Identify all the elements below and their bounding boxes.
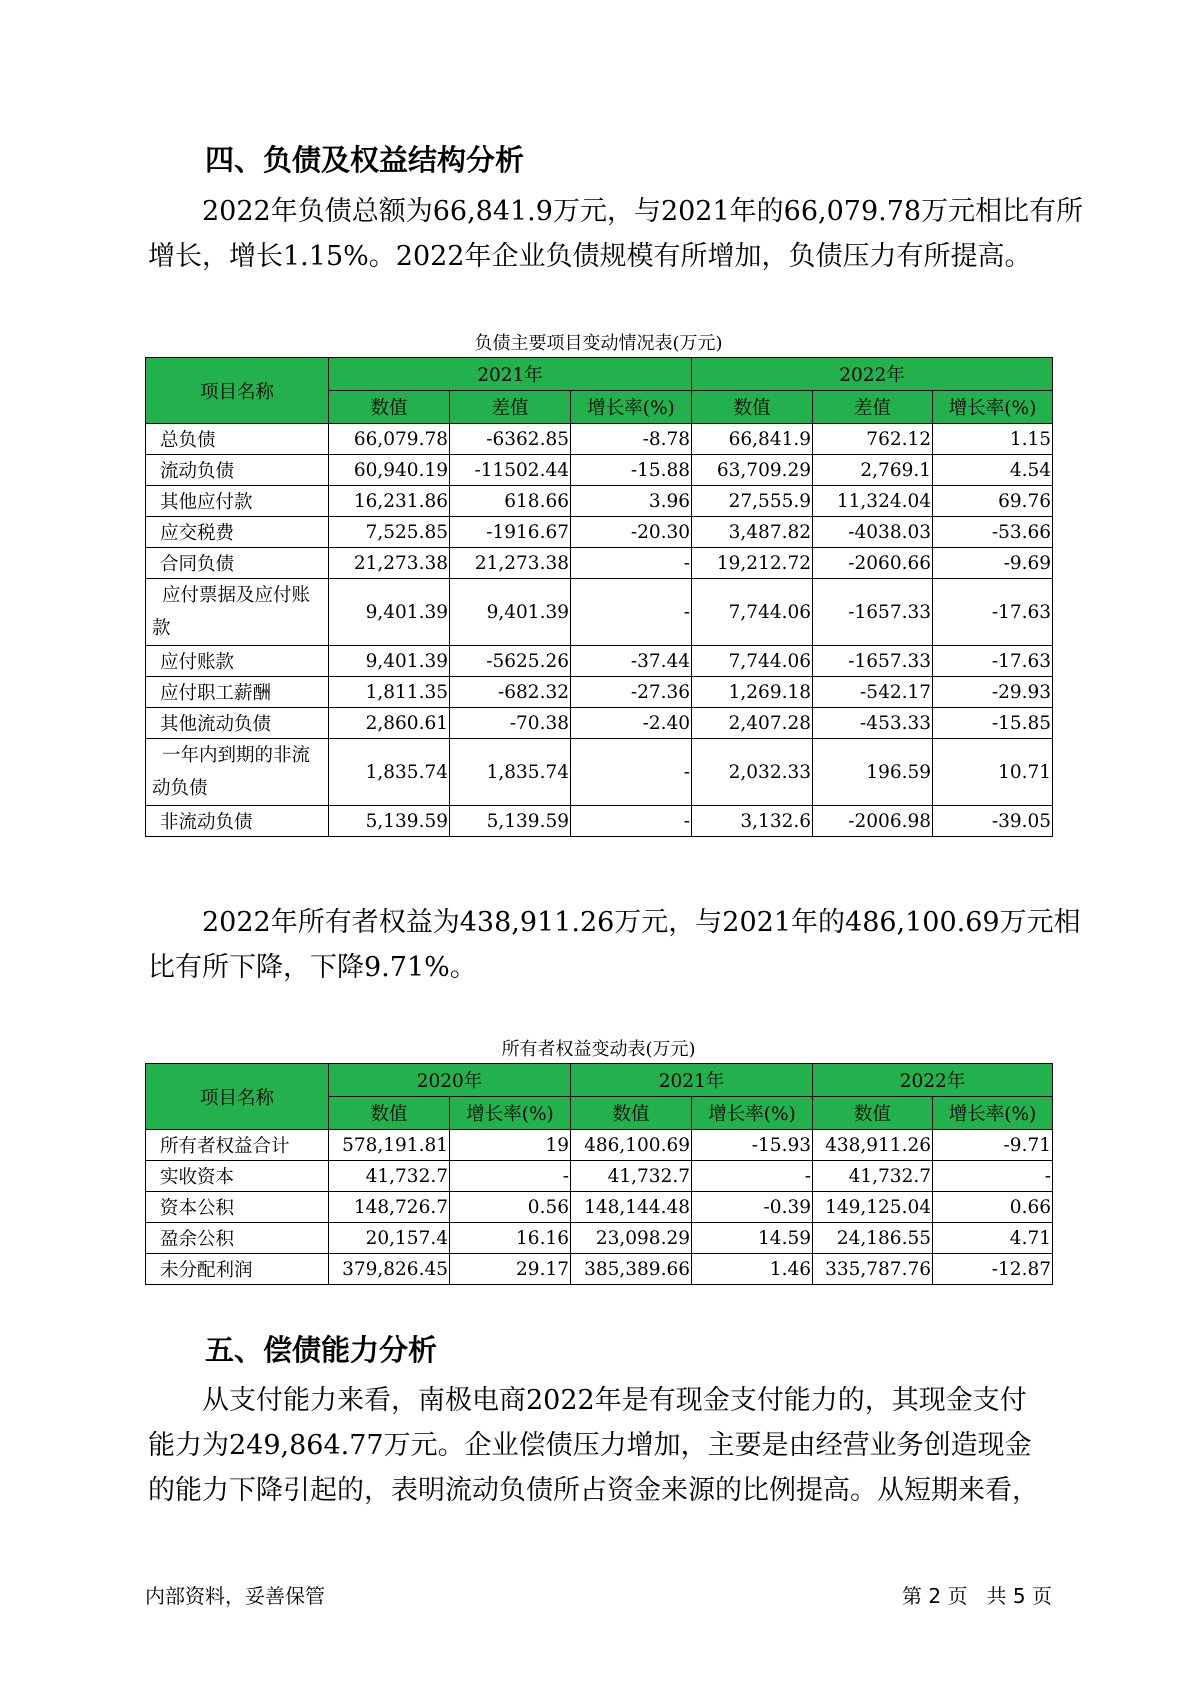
- column-subheader: 数值: [692, 391, 813, 424]
- table-cell: 11,324.04: [813, 486, 933, 517]
- row-label: 流动负债: [146, 455, 329, 486]
- table-cell: 19: [450, 1130, 571, 1161]
- table-cell: 2,860.61: [329, 708, 450, 739]
- paragraph-line: 2022年负债总额为66,841.9万元，与2021年的66,079.78万元相比有所: [202, 196, 1084, 227]
- row-label: 其他流动负债: [146, 708, 329, 739]
- table-row: [146, 677, 1053, 708]
- column-subheader: 增长率(%): [933, 1097, 1053, 1130]
- table-cell: -542.17: [813, 677, 933, 708]
- table-cell: 148,144.48: [571, 1192, 692, 1223]
- table-row: [146, 1223, 1053, 1254]
- column-subheader: 数值: [571, 1097, 692, 1130]
- table-cell: 1,811.35: [329, 677, 450, 708]
- table-cell: -: [450, 1161, 571, 1192]
- table-cell: 578,191.81: [329, 1130, 450, 1161]
- row-label: 未分配利润: [146, 1254, 329, 1285]
- table-cell: 2,032.33: [692, 739, 813, 806]
- table-cell: 66,841.9: [692, 424, 813, 455]
- footer-page-number: 第 2 页 共 5 页: [902, 1584, 1052, 1608]
- table-row: [146, 1254, 1053, 1285]
- section-heading-5: 五、偿债能力分析: [205, 1333, 438, 1367]
- table-cell: 19,212.72: [692, 548, 813, 579]
- table-cell: -8.78: [571, 424, 692, 455]
- table-cell: 60,940.19: [329, 455, 450, 486]
- table-cell: 63,709.29: [692, 455, 813, 486]
- table-cell: 2,407.28: [692, 708, 813, 739]
- table-cell: -453.33: [813, 708, 933, 739]
- table-cell: -1657.33: [813, 579, 933, 646]
- column-header-year: 2020年: [329, 1064, 571, 1097]
- column-header-year: 2021年: [329, 358, 692, 391]
- row-label: 所有者权益合计: [146, 1130, 329, 1161]
- table-cell: -2.40: [571, 708, 692, 739]
- row-label: 实收资本: [146, 1161, 329, 1192]
- table-cell: 1.46: [692, 1254, 813, 1285]
- table-cell: 149,125.04: [813, 1192, 933, 1223]
- table-cell: 21,273.38: [329, 548, 450, 579]
- column-subheader: 数值: [329, 1097, 450, 1130]
- table-cell: 438,911.26: [813, 1130, 933, 1161]
- column-header-item-name: 项目名称: [146, 358, 329, 424]
- table-caption-equity: 所有者权益变动表(万元): [501, 1039, 696, 1060]
- table-cell: 385,389.66: [571, 1254, 692, 1285]
- table-cell: 41,732.7: [813, 1161, 933, 1192]
- table-row: [146, 579, 1053, 646]
- table-row: [146, 806, 1053, 837]
- table-cell: -4038.03: [813, 517, 933, 548]
- table-cell: 16,231.86: [329, 486, 450, 517]
- table-cell: -2060.66: [813, 548, 933, 579]
- column-header-year: 2022年: [692, 358, 1053, 391]
- equity-table: [145, 1063, 1053, 1285]
- table-cell: -682.32: [450, 677, 571, 708]
- table-cell: -39.05: [933, 806, 1053, 837]
- column-subheader: 增长率(%): [450, 1097, 571, 1130]
- paragraph-line: 增长，增长1.15%。2022年企业负债规模有所增加，负债压力有所提高。: [148, 241, 1032, 272]
- row-label: 合同负债: [146, 548, 329, 579]
- table-row: [146, 1130, 1053, 1161]
- equity-summary-paragraph: [148, 900, 1081, 990]
- table-cell: 41,732.7: [329, 1161, 450, 1192]
- row-label: 盈余公积: [146, 1223, 329, 1254]
- table-cell: 0.56: [450, 1192, 571, 1223]
- table-cell: 379,826.45: [329, 1254, 450, 1285]
- table-cell: 16.16: [450, 1223, 571, 1254]
- column-subheader: 增长率(%): [571, 391, 692, 424]
- column-subheader: 增长率(%): [933, 391, 1053, 424]
- section-heading-4: 四、负债及权益结构分析: [205, 143, 525, 177]
- table-cell: -37.44: [571, 646, 692, 677]
- table-cell: -: [571, 548, 692, 579]
- table-cell: 1.15: [933, 424, 1053, 455]
- paragraph-line: 2022年所有者权益为438,911.26万元，与2021年的486,100.69万元相: [202, 907, 1081, 938]
- column-subheader: 增长率(%): [692, 1097, 813, 1130]
- table-cell: 1,835.74: [450, 739, 571, 806]
- liabilities-table: [145, 357, 1053, 837]
- table-cell: 486,100.69: [571, 1130, 692, 1161]
- paragraph-line: 的能力下降引起的，表明流动负债所占资金来源的比例提高。从短期来看，: [148, 1475, 1039, 1506]
- table-cell: -15.88: [571, 455, 692, 486]
- table-cell: 4.71: [933, 1223, 1053, 1254]
- row-label: 其他应付款: [146, 486, 329, 517]
- table-cell: -53.66: [933, 517, 1053, 548]
- table-cell: 5,139.59: [329, 806, 450, 837]
- table-cell: 4.54: [933, 455, 1053, 486]
- table-cell: 148,726.7: [329, 1192, 450, 1223]
- table-cell: -: [571, 739, 692, 806]
- table-row: [146, 646, 1053, 677]
- table-cell: -: [571, 806, 692, 837]
- table-cell: -29.93: [933, 677, 1053, 708]
- row-label: 应付账款: [146, 646, 329, 677]
- table-row: [146, 1161, 1053, 1192]
- table-cell: 7,525.85: [329, 517, 450, 548]
- table-cell: -: [571, 579, 692, 646]
- table-cell: -20.30: [571, 517, 692, 548]
- table-cell: 14.59: [692, 1223, 813, 1254]
- table-cell: 9,401.39: [329, 579, 450, 646]
- table-cell: 10.71: [933, 739, 1053, 806]
- table-cell: -15.85: [933, 708, 1053, 739]
- table-cell: -: [692, 1161, 813, 1192]
- row-label: 资本公积: [146, 1192, 329, 1223]
- table-row: [146, 1192, 1053, 1223]
- table-cell: -15.93: [692, 1130, 813, 1161]
- row-label: 应交税费: [146, 517, 329, 548]
- liability-summary-paragraph: [148, 189, 1084, 279]
- table-cell: 196.59: [813, 739, 933, 806]
- table-cell: 23,098.29: [571, 1223, 692, 1254]
- table-cell: -9.71: [933, 1130, 1053, 1161]
- table-row: [146, 548, 1053, 579]
- table-cell: 1,835.74: [329, 739, 450, 806]
- table-cell: 5,139.59: [450, 806, 571, 837]
- table-cell: -17.63: [933, 579, 1053, 646]
- table-cell: -70.38: [450, 708, 571, 739]
- paragraph-line: 能力为249,864.77万元。企业偿债压力增加，主要是由经营业务创造现金: [148, 1430, 1032, 1461]
- row-label: 一年内到期的非流动负债: [146, 739, 329, 806]
- table-cell: -2006.98: [813, 806, 933, 837]
- row-label: 应付票据及应付账款: [146, 579, 329, 646]
- table-row: [146, 455, 1053, 486]
- table-cell: 9,401.39: [450, 579, 571, 646]
- table-cell: 7,744.06: [692, 646, 813, 677]
- table-cell: 1,269.18: [692, 677, 813, 708]
- table-cell: 9,401.39: [329, 646, 450, 677]
- table-cell: 3,487.82: [692, 517, 813, 548]
- table-cell: -12.87: [933, 1254, 1053, 1285]
- table-cell: 24,186.55: [813, 1223, 933, 1254]
- table-cell: -11502.44: [450, 455, 571, 486]
- table-cell: 0.66: [933, 1192, 1053, 1223]
- table-cell: 335,787.76: [813, 1254, 933, 1285]
- table-cell: 762.12: [813, 424, 933, 455]
- table-cell: 7,744.06: [692, 579, 813, 646]
- column-subheader: 差值: [450, 391, 571, 424]
- table-cell: -1657.33: [813, 646, 933, 677]
- table-cell: 69.76: [933, 486, 1053, 517]
- row-label: 总负债: [146, 424, 329, 455]
- column-header-year: 2022年: [813, 1064, 1053, 1097]
- table-cell: -17.63: [933, 646, 1053, 677]
- table-cell: 618.66: [450, 486, 571, 517]
- table-cell: -27.36: [571, 677, 692, 708]
- table-row: [146, 517, 1053, 548]
- table-cell: -9.69: [933, 548, 1053, 579]
- table-row: [146, 708, 1053, 739]
- table-cell: 66,079.78: [329, 424, 450, 455]
- table-cell: -5625.26: [450, 646, 571, 677]
- table-row: [146, 424, 1053, 455]
- table-cell: -6362.85: [450, 424, 571, 455]
- row-label: 非流动负债: [146, 806, 329, 837]
- footer-confidential-note: 内部资料，妥善保管: [145, 1584, 325, 1608]
- table-cell: 2,769.1: [813, 455, 933, 486]
- table-cell: -: [933, 1161, 1053, 1192]
- table-row: [146, 739, 1053, 806]
- table-cell: 27,555.9: [692, 486, 813, 517]
- table-cell: -0.39: [692, 1192, 813, 1223]
- table-cell: 21,273.38: [450, 548, 571, 579]
- table-caption-liabilities: 负债主要项目变动情况表(万元): [474, 333, 723, 354]
- column-header-year: 2021年: [571, 1064, 813, 1097]
- column-subheader: 差值: [813, 391, 933, 424]
- solvency-paragraph: [148, 1378, 1068, 1513]
- table-row: [146, 486, 1053, 517]
- column-subheader: 数值: [813, 1097, 933, 1130]
- table-cell: 41,732.7: [571, 1161, 692, 1192]
- column-header-item-name: 项目名称: [146, 1064, 329, 1130]
- row-label: 应付职工薪酬: [146, 677, 329, 708]
- table-cell: 29.17: [450, 1254, 571, 1285]
- table-cell: 3,132.6: [692, 806, 813, 837]
- column-subheader: 数值: [329, 391, 450, 424]
- table-cell: -1916.67: [450, 517, 571, 548]
- table-cell: 3.96: [571, 486, 692, 517]
- table-cell: 20,157.4: [329, 1223, 450, 1254]
- paragraph-line: 从支付能力来看，南极电商2022年是有现金支付能力的，其现金支付: [202, 1385, 1027, 1416]
- paragraph-line: 比有所下降，下降9.71%。: [148, 952, 477, 983]
